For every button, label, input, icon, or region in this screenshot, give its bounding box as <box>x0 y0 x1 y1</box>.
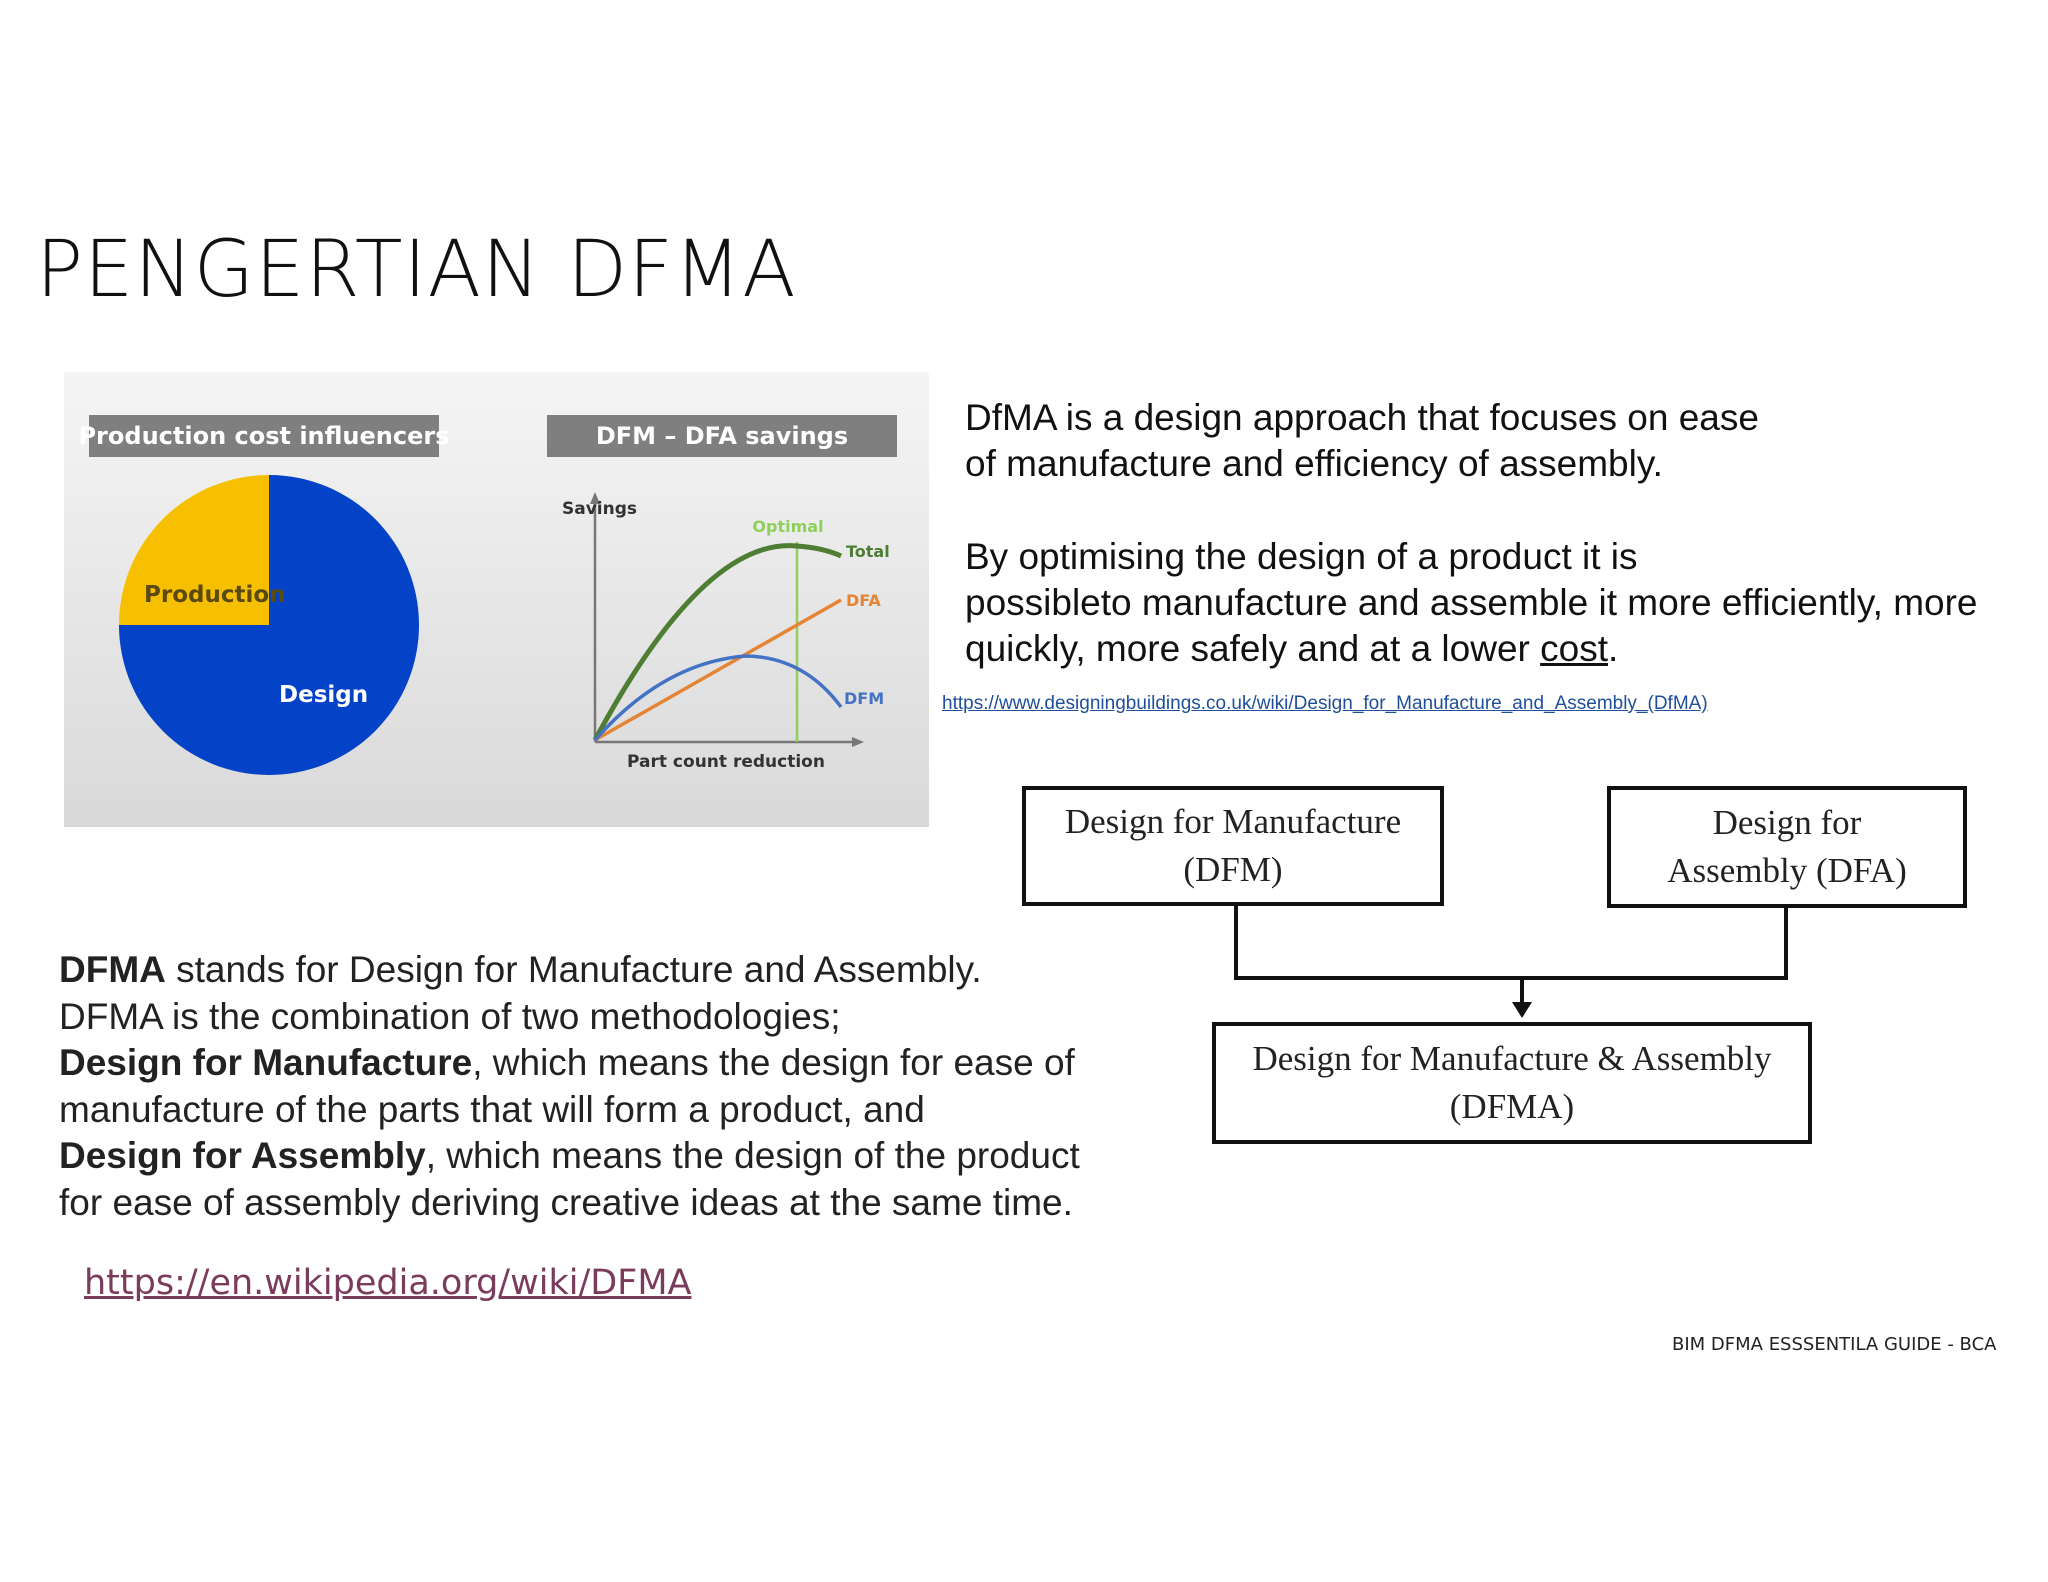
x-axis-label: Part count reduction <box>627 752 825 772</box>
intro-paragraph-2 <box>965 534 2025 672</box>
intro-paragraph-1 <box>965 395 2025 487</box>
page-title: PENGERTIAN DFMA <box>36 225 797 315</box>
footer-caption: BIM DFMA ESSSENTILA GUIDE - BCA <box>1672 1334 1997 1355</box>
desc-line-3: Design for Manufacture, which means the design for ease of <box>59 1042 1075 1083</box>
x-axis-arrow <box>852 737 864 747</box>
cost-underlined: cost <box>1540 628 1608 669</box>
wikipedia-link[interactable]: https://en.wikipedia.org/wiki/DFMA <box>84 1263 692 1303</box>
intro-p1-line2: of manufacture and efficiency of assembly. <box>965 443 1663 484</box>
line-chart <box>562 492 890 772</box>
series-dfa-line <box>595 600 841 740</box>
right-panel-title: DFM – DFA savings <box>595 422 849 450</box>
series-total-label: Total <box>846 542 890 561</box>
down-connector <box>1520 978 1524 1004</box>
dfa-box: Design for Assembly (DFA) <box>1607 786 1967 908</box>
dfm-box: Design for Manufacture (DFM) <box>1022 786 1444 906</box>
dfa-connector <box>1784 908 1788 980</box>
intro-p1-line1: DfMA is a design approach that focuses on ease <box>965 397 1759 438</box>
dfma-description <box>59 947 1169 1226</box>
intro-p2-line1: By optimising the design of a product it is <box>965 536 1638 577</box>
dfma-box: Design for Manufacture & Assembly (DFMA) <box>1212 1022 1812 1144</box>
figure-svg <box>64 372 929 827</box>
series-dfm-label: DFM <box>844 689 885 708</box>
pie-chart <box>119 475 419 775</box>
designingbuildings-link[interactable]: https://www.designingbuildings.co.uk/wiki/Design_for_Manufacture_and_Assembly_(DfMA) <box>942 693 1708 714</box>
left-panel-title: Production cost influencers <box>78 422 450 450</box>
series-total-line <box>595 546 841 740</box>
cost-influencers-figure <box>64 372 929 827</box>
down-arrow-head <box>1512 1002 1532 1018</box>
dfm-connector <box>1234 906 1238 980</box>
pie-label-design: Design <box>279 682 369 708</box>
intro-p2-line2: possibleto manufacture and assemble it more efficiently, more <box>965 582 1978 623</box>
intro-p2-line3: quickly, more safely and at a lower cost. <box>965 628 1619 669</box>
desc-line-5: Design for Assembly, which means the design of the product <box>59 1135 1080 1176</box>
desc-line-4: manufacture of the parts that will form a product, and <box>59 1088 925 1130</box>
horizontal-connector <box>1234 976 1788 980</box>
series-dfa-label: DFA <box>846 591 881 610</box>
desc-line-6: for ease of assembly deriving creative ideas at the same time. <box>59 1181 1073 1223</box>
desc-line-1: DFMA stands for Design for Manufacture and Assembly. <box>59 949 982 990</box>
desc-line-2: DFMA is the combination of two methodologies; <box>59 995 841 1037</box>
y-axis-label: Savings <box>562 499 638 519</box>
optimal-label: Optimal <box>752 517 824 536</box>
pie-label-production: Production <box>144 582 286 608</box>
